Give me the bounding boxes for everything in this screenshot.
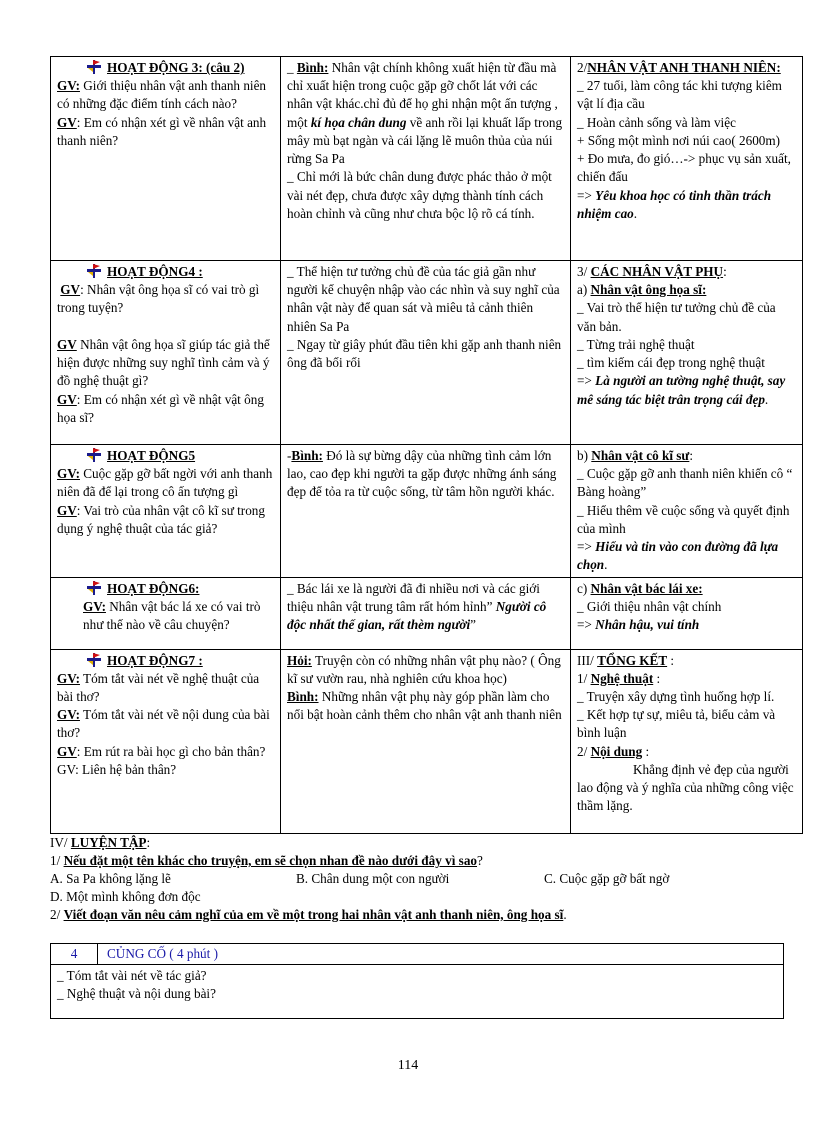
practice-title: LUYỆN TẬP <box>70 835 147 850</box>
consolidation-header <box>51 944 783 965</box>
content-cell: 2/NHÂN VẬT ANH THANH NIÊN: _ 27 tuổi, làm công tác khi tượng kiêm vật lí địa cầu _ Hoàn cảnh sống và làm việc + Sống một mình nơi núi cao( 2600m) + Đo mưa, đo gió…-> phục vụ sản xuất, chiến đấu => Yêu khoa học có tinh thần trách nhiệm cao. <box>571 57 803 261</box>
activity-heading: HOẠT ĐỘNG6: <box>107 580 200 596</box>
flag-icon <box>87 653 101 667</box>
question-2: Viết đoạn văn nêu cảm nghĩ của em về một trong hai nhân vật anh thanh niên, ông họa sĩ <box>63 906 564 922</box>
activity-heading: HOẠT ĐỘNG4 : <box>107 264 203 279</box>
activity-row-3 <box>51 57 803 261</box>
section-number: 4 <box>51 944 98 964</box>
option-d: D. Một mình không đơn độc <box>50 888 201 904</box>
discussion-cell: Hỏi: Truyện còn có những nhân vật phụ nào? ( Ông kĩ sư vườn rau, nhà nghiên cứu khoa học) Bình: Những nhân vật phụ này góp phần làm cho nổi bật hoàn cảnh thêm cho nhân vật anh thanh niên <box>281 649 571 833</box>
discussion-cell: _ Bác lái xe là người đã đi nhiều nơi và các giới thiệu nhân vật trung tâm rất hóm hỉnh” Người cô độc nhất thế gian, rất thèm người” <box>281 577 571 649</box>
flag-icon <box>87 448 101 462</box>
content-cell: c) Nhân vật bác lái xe: _ Giới thiệu nhân vật chính => Nhân hậu, vui tính <box>571 577 803 649</box>
discussion-cell: -Bình: Đó là sự bừng dậy của những tình cảm lớn lao, cao đẹp khi người ta gặp được những ánh sáng đẹp để tỏa ra từ cuộc sống, từ tâm hồn người khác. <box>281 445 571 578</box>
consolidation-title: CỦNG CỐ ( 4 phút ) <box>107 946 218 961</box>
activity-row-7 <box>51 649 803 833</box>
consolidation-box <box>50 943 784 1019</box>
teacher-cell: HOẠT ĐỘNG4 : GV: Nhân vật ông họa sĩ có vai trò gì trong tuyện? GV Nhân vật ông họa sĩ giúp tác giả thể hiện được những suy nghĩ tình cảm và ý đồ nghệ thuật gì? GV: Em có nhận xét gì về nhật vật ông họa sĩ? <box>51 261 281 445</box>
question-1: Nếu đặt một tên khác cho truyện, em sẽ chọn nhan đề nào dưới đây vì sao <box>63 852 478 868</box>
practice-section: IV/ LUYỆN TẬP: 1/ Nếu đặt một tên khác cho truyện, em sẽ chọn nhan đề nào dưới đây vì sao? A. Sa Pa không lặng lẽ B. Chân dung một con người C. Cuộc gặp gỡ bất ngờ D. Một mình không đơn độc 2/ Viết đoạn văn nêu cảm nghĩ của em về một trong hai nhân vật anh thanh niên, ông họa sĩ. <box>50 834 802 924</box>
option-c: C. Cuộc gặp gỡ bất ngờ <box>544 870 670 886</box>
activity-heading: HOẠT ĐỘNG5 <box>107 448 196 463</box>
option-b: B. Chân dung một con người <box>296 870 450 886</box>
flag-icon <box>87 264 101 278</box>
activity-row-5 <box>51 445 803 578</box>
activity-row-4 <box>51 261 803 445</box>
lesson-table <box>50 56 803 834</box>
content-cell: 3/ CÁC NHÂN VẬT PHỤ: a) Nhân vật ông họa sĩ: _ Vai trò thể hiện tư tưởng chủ đề của văn bản. _ Từng trải nghệ thuật _ tìm kiếm cái đẹp trong nghệ thuật => Là người an tường nghệ thuật, say mê sáng tác biệt trân trọng cái đẹp. <box>571 261 803 445</box>
answer-options <box>50 870 802 888</box>
discussion-cell: _ Thể hiện tư tưởng chủ đề của tác giả gần như người kể chuyện nhập vào các nhìn và suy nghĩ của nhân vật này để quan sát và miêu tả cảnh thiên nhiên Sa Pa _ Ngay từ giây phút đầu tiên khi gặp anh thanh niên ông đã bối rối <box>281 261 571 445</box>
page-number: 114 <box>397 1058 419 1073</box>
content-cell: b) Nhân vật cô kĩ sư: _ Cuộc gặp gỡ anh thanh niên khiến cô “ Bàng hoàng” _ Hiểu thêm về cuộc sống và quyết định của mình => Hiểu và tin vào con đường đã lựa chọn. <box>571 445 803 578</box>
teacher-cell: HOẠT ĐỘNG6: GV: Nhân vật bác lá xe có vai trò như thế nào về câu chuyện? <box>51 577 281 649</box>
teacher-cell: HOẠT ĐỘNG 3: (câu 2) GV: Giới thiệu nhân vật anh thanh niên có những đặc điểm tính cách nào? GV: Em có nhận xét gì về nhân vật anh thanh niên? <box>51 57 281 261</box>
option-a: A. Sa Pa không lặng lẽ <box>50 870 171 886</box>
content-cell: III/ TỔNG KẾT : 1/ Nghệ thuật : _ Truyện xây dựng tình huống hợp lí. _ Kết hợp tự sự, miêu tả, biểu cảm và bình luận 2/ Nội dung : Khẳng định vẻ đẹp của người lao động và ý nghĩa của những công việc thầm lặng. <box>571 649 803 833</box>
flag-icon <box>87 60 101 74</box>
consolidation-body: _ Tóm tắt vài nét về tác giả? _ Nghệ thuật và nội dung bài? <box>57 968 216 1002</box>
activity-heading: HOẠT ĐỘNG7 : <box>107 652 203 668</box>
discussion-cell: _ Bình: Nhân vật chính không xuất hiện từ đầu mà chỉ xuất hiện trong cuộc gặp gỡ chốt lát với các nhân vật khác.chỉ đủ để họ ghi nhận một ấn tượng , một kí họa chân dung về anh rồi lại khuất lấp trong mây mù bạt ngàn và cái lặng lẽ muôn thủa của núi rừng Sa Pa _ Chỉ mới là bức chân dung được phác thảo ở một vài nét đẹp, chưa được xây dựng thành tính cách hoàn chỉnh và cũng như chưa bộc lộ rõ cá tính. <box>281 57 571 261</box>
teacher-cell: HOẠT ĐỘNG5 GV: Cuộc gặp gỡ bất ngời với anh thanh niên đã để lại trong cô ấn tượng gì GV: Vai trò của nhân vật cô kĩ sư trong dụng ý nghệ thuật của tác giả? <box>51 445 281 578</box>
activity-row-6 <box>51 577 803 649</box>
teacher-cell: HOẠT ĐỘNG7 : GV: Tóm tắt vài nét về nghệ thuật của bài thơ? GV: Tóm tắt vài nét về nội dung của bài thơ? GV: Em rút ra bài học gì cho bản thân? GV: Liên hệ bản thân? <box>51 649 281 833</box>
flag-icon <box>87 581 101 595</box>
activity-heading: HOẠT ĐỘNG 3: (câu 2) <box>107 60 245 75</box>
